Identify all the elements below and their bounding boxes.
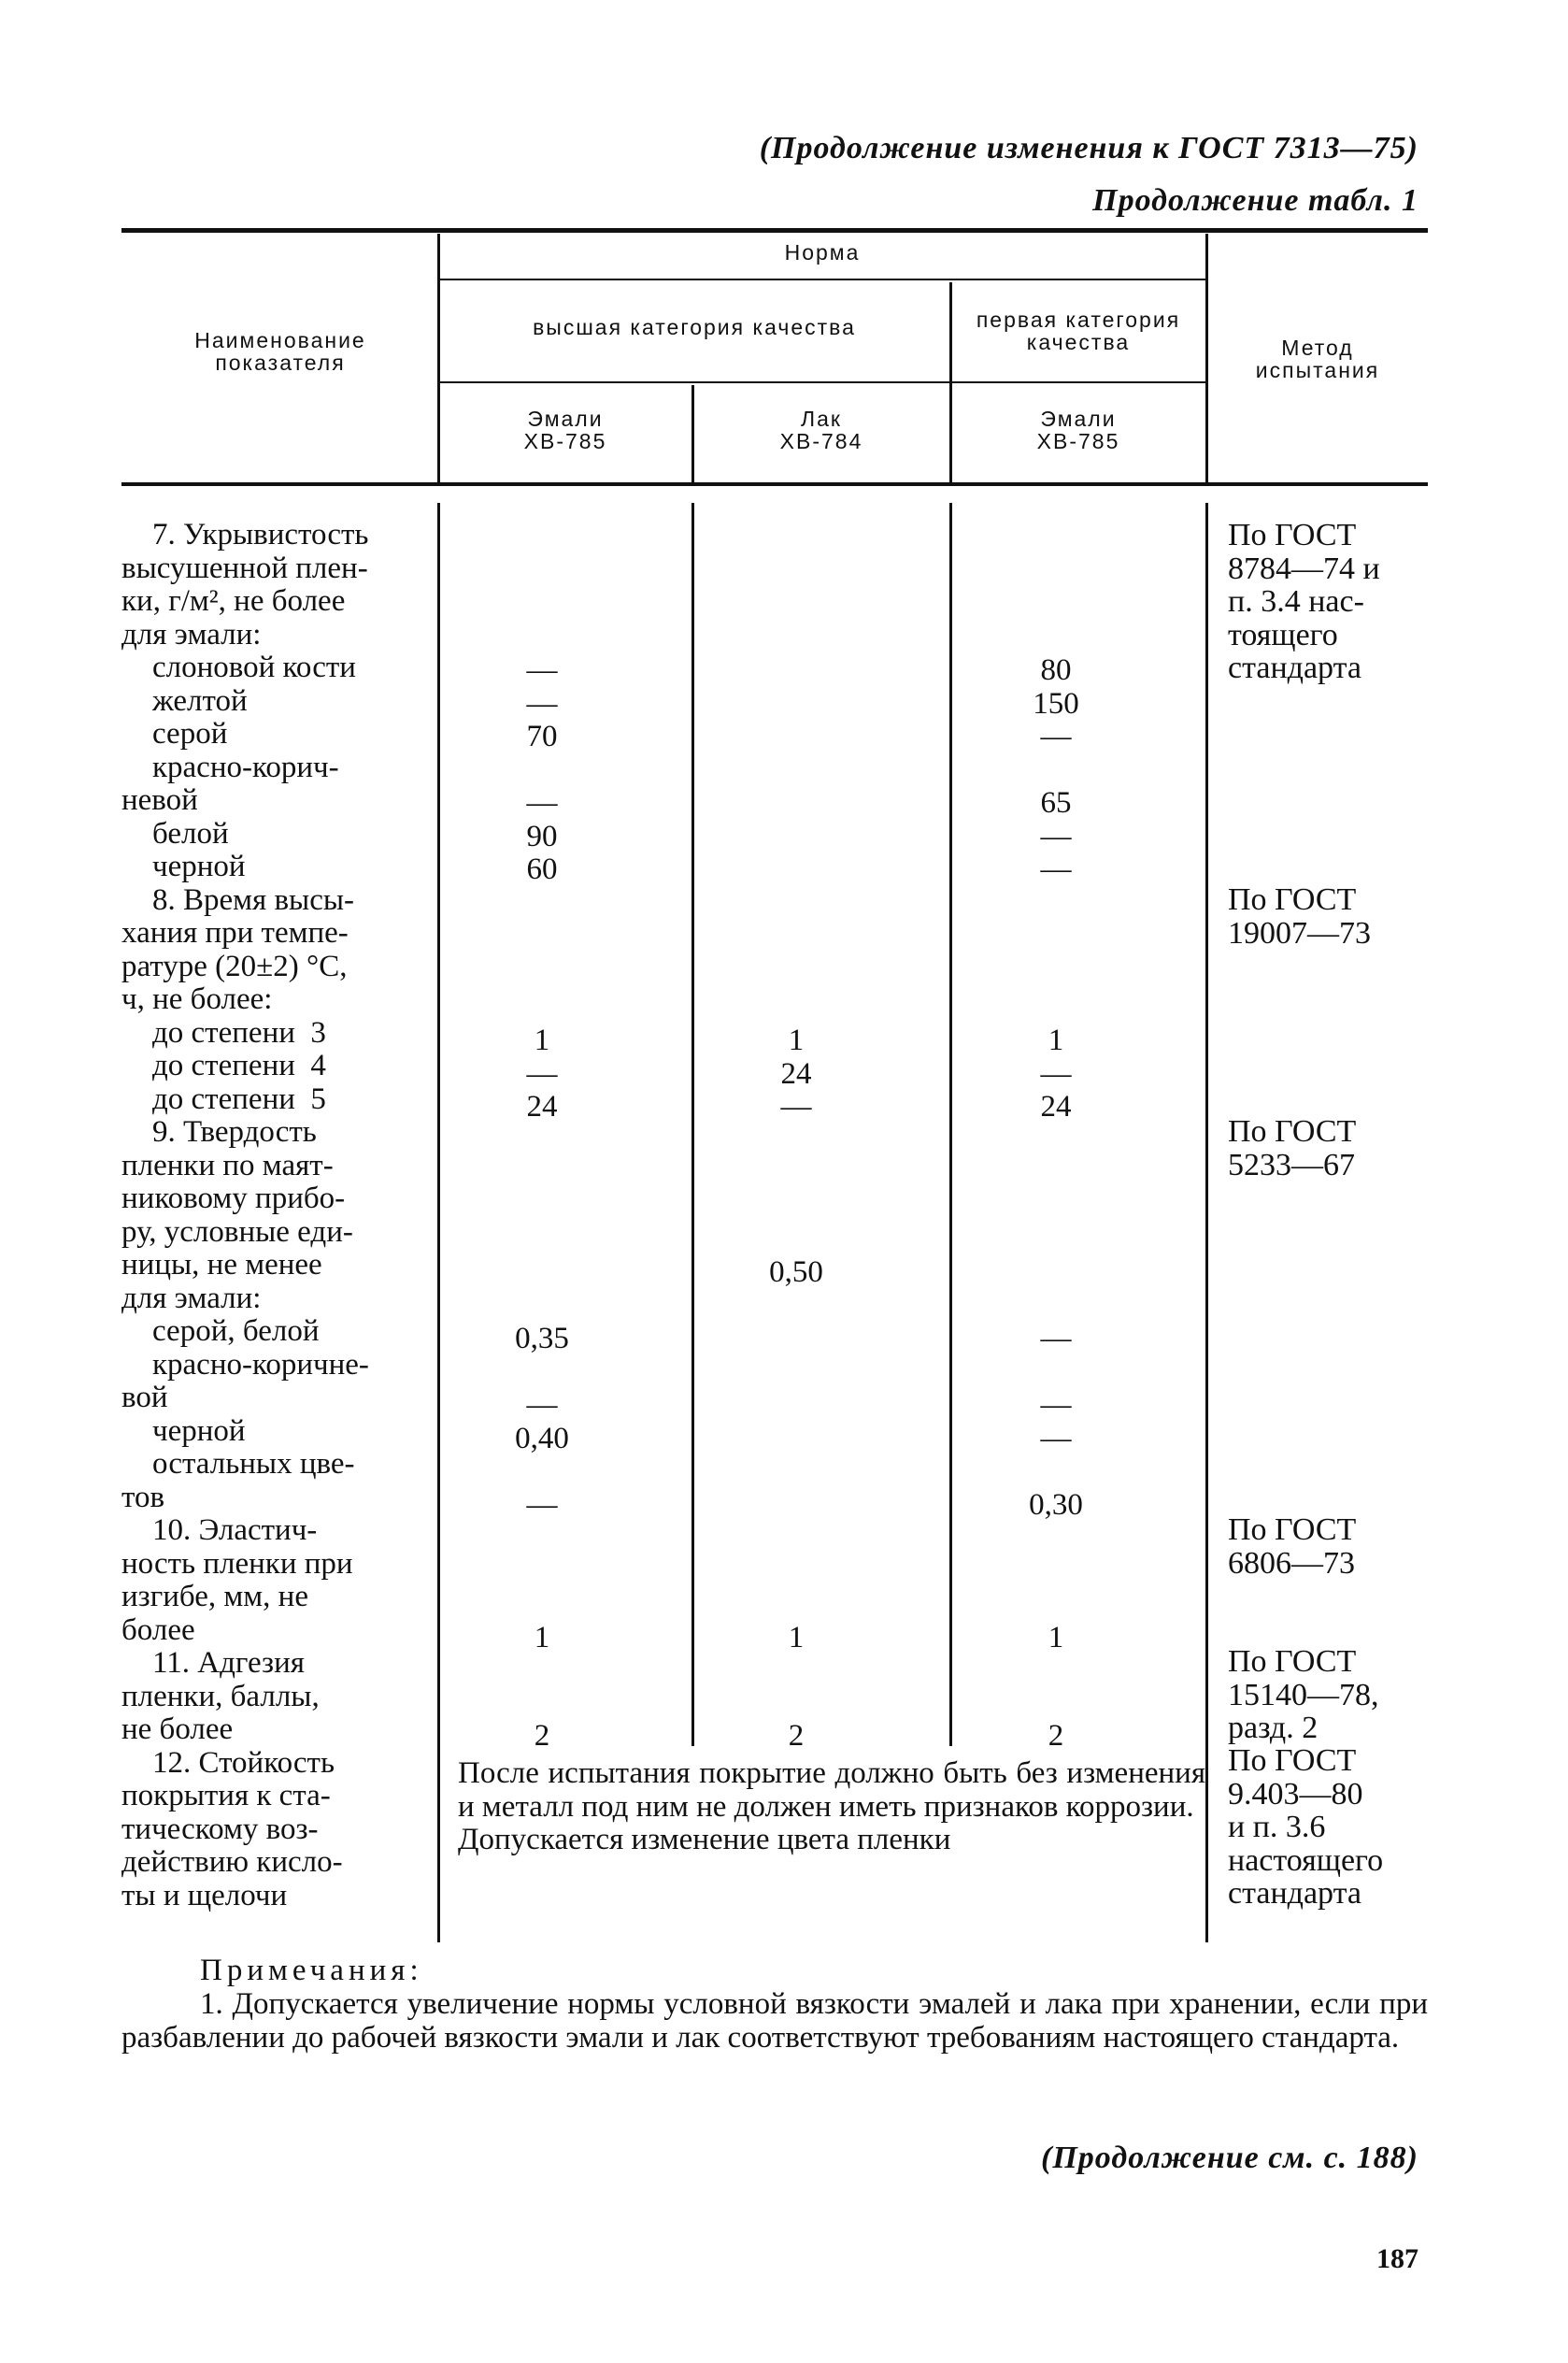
indicator-names: 7. Укрывистость высушенной плен- ки, г/м², не более для эмали: слоновой кости желтой серой красно-корич- невой белой черной 8. Время высы- хания при темпе- ратуре (20±2) °С, ч, не более: до степени 3 до степени 4 до степени 5 9. Твердость пленки по маят- никовому прибо- ру, условные еди- ницы, не менее для эмали: серой, белой красно-коричне- вой черной остальных цве- тов 10. Эластич- ность пленки при изгибе, мм, не более 11. Адгезия пленки, баллы, не более 12. Стойкость покрытия к ста- тическому воз- действию кисло- ты и щелочи — [121, 518, 369, 1912]
notes-title: Примечания: — [200, 1954, 423, 1987]
col2-item10-value: 1 — [788, 1621, 805, 1654]
notes-section — [121, 1954, 1428, 2055]
col2-item9-value: 0,50 — [769, 1255, 823, 1289]
col1-item11-value: 2 — [534, 1719, 550, 1753]
col-header-highest-category: высшая категория качества — [533, 315, 856, 339]
table-header-bottom-rule — [121, 482, 1428, 486]
col-header-norm: Норма — [784, 240, 861, 265]
col2-item8-values: 1 24 — — [780, 1024, 812, 1124]
col3-item7-values: 80 150 — 65 — — — [1033, 653, 1079, 886]
body-vline-4 — [1205, 503, 1208, 1942]
col3-item8-values: 1 — 24 — [1040, 1024, 1072, 1124]
col-subheader-enamel-2: Эмали ХВ-785 — [1036, 407, 1120, 454]
col3-item11-value: 2 — [1048, 1719, 1064, 1753]
table-continuation-label: Продолжение табл. 1 — [1092, 183, 1418, 218]
col1-item7-values: — — 70 — 90 60 — [526, 653, 558, 886]
col1-item9-values: 0,35 — 0,40 — — [515, 1322, 569, 1522]
norm-rule — [439, 279, 1205, 280]
col2-item11-value: 2 — [788, 1719, 805, 1753]
method-item12: По ГОСТ 9.403—80 и п. 3.6 настоящего стандарта — [1228, 1743, 1384, 1911]
item12-requirement-text: После испытания покрытие должно быть без изменения и металл под ним не должен иметь признаков коррозии. — [458, 1756, 1205, 1824]
method-item11: По ГОСТ 15140—78, разд. 2 — [1228, 1644, 1379, 1745]
table-top-rule — [121, 228, 1428, 233]
col-subheader-enamel-1: Эмали ХВ-785 — [523, 407, 607, 454]
col3-item10-value: 1 — [1048, 1621, 1064, 1654]
col3-item9-values: — — — 0,30 — [1029, 1322, 1083, 1522]
item12-color-change-note: Допускается изменение цвета пленки — [458, 1823, 951, 1856]
method-item8: По ГОСТ 19007—73 — [1228, 882, 1371, 951]
page-number: 187 — [1376, 2243, 1418, 2274]
body-vline-1 — [437, 503, 440, 1942]
note-item-1: 1. Допускается увеличение нормы условной вязкости эмалей и лака при хранении, если при разбавлении до рабочей вязкости эмали и лак соответствуют требованиям настоящего стандарта. — [121, 1987, 1428, 2055]
col1-item8-values: 1 — 24 — [526, 1024, 558, 1124]
body-vline-2a — [691, 503, 694, 1746]
continued-on-page: (Продолжение см. с. 188) — [1041, 2141, 1418, 2175]
category-rule — [439, 381, 1205, 383]
col-header-method: Метод испытания — [1255, 336, 1380, 383]
document-continuation-header: (Продолжение изменения к ГОСТ 7313—75) — [759, 131, 1418, 165]
method-item10: По ГОСТ 6806—73 — [1228, 1512, 1357, 1581]
item12-requirement — [458, 1757, 1205, 1857]
col-header-first-category: первая категория качества — [976, 308, 1181, 355]
col1-item10-value: 1 — [534, 1621, 550, 1654]
col-subheader-lacquer: Лак ХВ-784 — [779, 407, 863, 454]
method-item9: По ГОСТ 5233—67 — [1228, 1114, 1357, 1182]
col-header-indicator: Наименование показателя — [194, 328, 366, 376]
method-item7: По ГОСТ 8784—74 и п. 3.4 нас- тоящего стандарта — [1228, 518, 1380, 685]
body-vline-3a — [949, 503, 952, 1746]
